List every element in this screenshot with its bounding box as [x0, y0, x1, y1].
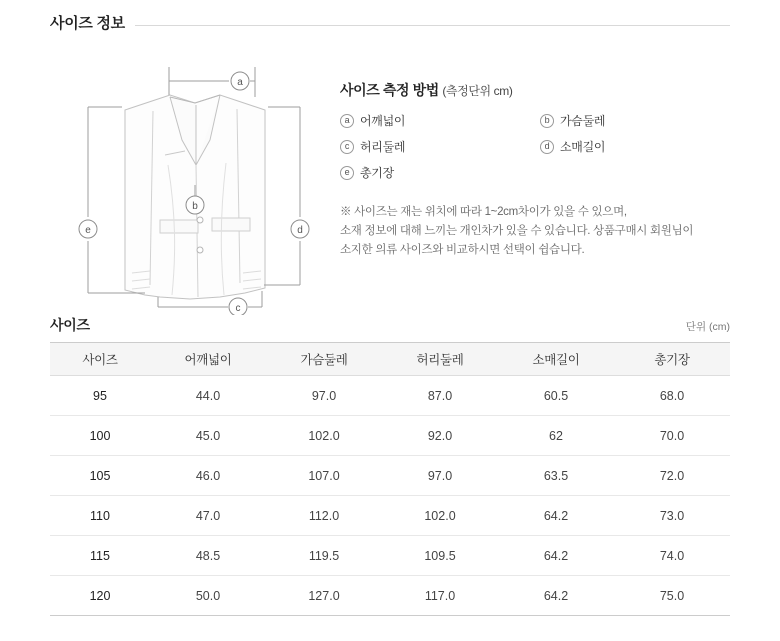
- marker-e-badge: e: [340, 166, 354, 180]
- cell-size: 110: [50, 496, 150, 536]
- guide-unit: (측정단위 cm): [442, 84, 513, 98]
- size-table-header: [50, 315, 730, 335]
- guide-item-label: 허리둘레: [360, 140, 406, 154]
- cell-length: 72.0: [614, 456, 730, 496]
- guide-note-line: 소지한 의류 사이즈와 비교하시면 선택이 쉽습니다.: [340, 243, 585, 256]
- cell-shoulder: 48.5: [150, 536, 266, 576]
- guide-item-list: [340, 112, 730, 181]
- guide-item-shoulder: [340, 112, 540, 129]
- guide-item-label: 소매길이: [560, 140, 606, 154]
- guide-title-text: 사이즈 측정 방법: [340, 82, 439, 98]
- cell-length: 70.0: [614, 416, 730, 456]
- cell-size: 100: [50, 416, 150, 456]
- cell-waist: 97.0: [382, 456, 498, 496]
- table-row: [50, 576, 730, 616]
- table-row: [50, 416, 730, 456]
- cell-size: 115: [50, 536, 150, 576]
- marker-a-label: a: [237, 77, 243, 88]
- marker-b-label: b: [192, 201, 198, 212]
- cell-shoulder: 47.0: [150, 496, 266, 536]
- cell-shoulder: 45.0: [150, 416, 266, 456]
- column-header-shoulder: 어깨넓이: [150, 343, 266, 376]
- cell-sleeve: 64.2: [498, 536, 614, 576]
- column-header-length: 총기장: [614, 343, 730, 376]
- cell-shoulder: 50.0: [150, 576, 266, 616]
- cell-waist: 109.5: [382, 536, 498, 576]
- marker-b-badge: b: [540, 114, 554, 128]
- table-row: [50, 496, 730, 536]
- cell-sleeve: 60.5: [498, 376, 614, 416]
- guide-notes: [340, 203, 730, 260]
- jacket-illustration-svg: [50, 45, 340, 315]
- guide-item-label: 어깨넓이: [360, 114, 406, 128]
- cell-chest: 97.0: [266, 376, 382, 416]
- table-row: [50, 376, 730, 416]
- section-header: [50, 14, 730, 40]
- guide-title: [340, 80, 730, 100]
- guide-item-waist: [340, 138, 540, 155]
- cell-shoulder: 44.0: [150, 376, 266, 416]
- column-header-sleeve: 소매길이: [498, 343, 614, 376]
- guide-item-chest: [540, 112, 730, 129]
- marker-c-label: c: [235, 303, 241, 314]
- cell-waist: 102.0: [382, 496, 498, 536]
- guide-note-line: ※ 사이즈는 재는 위치에 따라 1~2cm차이가 있을 수 있으며,: [340, 206, 627, 218]
- cell-chest: 107.0: [266, 456, 382, 496]
- jacket-diagram: [50, 45, 340, 315]
- cell-length: 73.0: [614, 496, 730, 536]
- table-row: [50, 456, 730, 496]
- cell-waist: 117.0: [382, 576, 498, 616]
- marker-e-label: e: [85, 225, 91, 236]
- cell-length: 74.0: [614, 536, 730, 576]
- size-table-tbody: [50, 376, 730, 616]
- guide-item-sleeve: [540, 138, 730, 155]
- size-table-title: 사이즈: [50, 317, 90, 333]
- guide-item-length: [340, 164, 540, 181]
- page-title: 사이즈 정보: [50, 14, 135, 34]
- column-header-size: 사이즈: [50, 343, 150, 376]
- cell-sleeve: 64.2: [498, 576, 614, 616]
- size-table: [50, 342, 730, 616]
- cell-waist: 87.0: [382, 376, 498, 416]
- cell-sleeve: 64.2: [498, 496, 614, 536]
- size-table-thead: [50, 343, 730, 376]
- marker-d-label: d: [297, 225, 303, 236]
- size-table-unit: 단위 (cm): [685, 321, 730, 333]
- column-header-waist: 허리둘레: [382, 343, 498, 376]
- cell-chest: 119.5: [266, 536, 382, 576]
- table-row: [50, 536, 730, 576]
- cell-sleeve: 63.5: [498, 456, 614, 496]
- cell-length: 75.0: [614, 576, 730, 616]
- column-header-chest: 가슴둘레: [266, 343, 382, 376]
- cell-sleeve: 62: [498, 416, 614, 456]
- cell-size: 95: [50, 376, 150, 416]
- guide-item-label: 총기장: [360, 166, 394, 180]
- cell-size: 105: [50, 456, 150, 496]
- guide-item-spacer: [540, 164, 730, 181]
- cell-length: 68.0: [614, 376, 730, 416]
- header-divider: [50, 25, 730, 26]
- marker-a-badge: a: [340, 114, 354, 128]
- marker-c-badge: c: [340, 140, 354, 154]
- cell-shoulder: 46.0: [150, 456, 266, 496]
- measurement-guide: [340, 80, 730, 260]
- guide-note-line: 소재 정보에 대해 느끼는 개인차가 있을 수 있습니다. 상품구매시 회원님이: [340, 224, 694, 237]
- cell-chest: 127.0: [266, 576, 382, 616]
- cell-chest: 112.0: [266, 496, 382, 536]
- cell-size: 120: [50, 576, 150, 616]
- cell-waist: 92.0: [382, 416, 498, 456]
- cell-chest: 102.0: [266, 416, 382, 456]
- marker-d-badge: d: [540, 140, 554, 154]
- table-header-row: [50, 343, 730, 376]
- guide-item-label: 가슴둘레: [560, 114, 606, 128]
